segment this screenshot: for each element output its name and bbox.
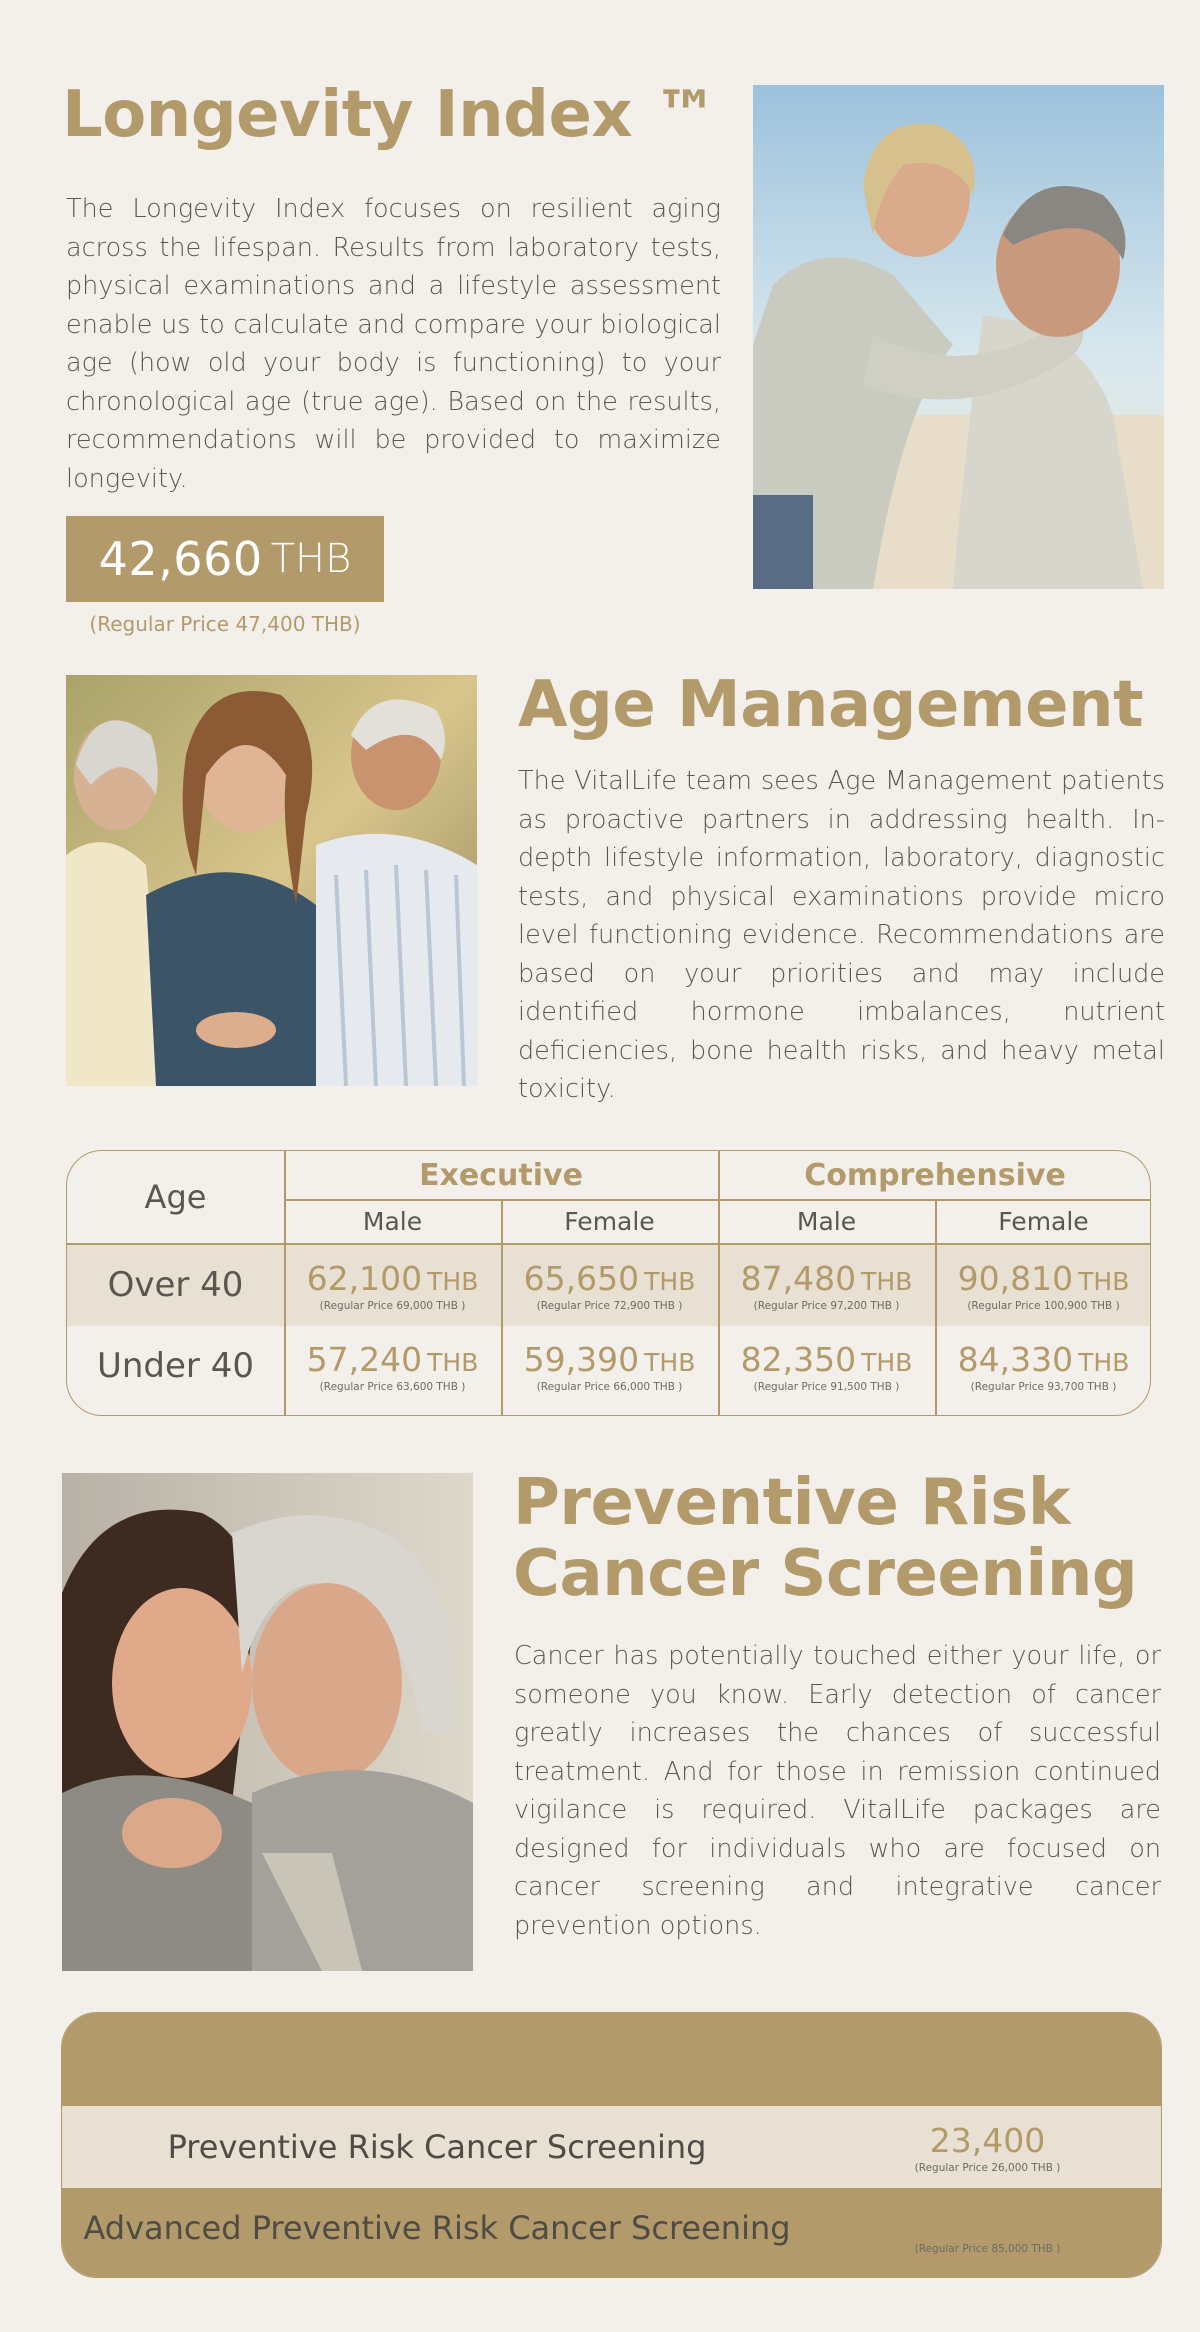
price-value: 57,240 <box>306 1339 423 1379</box>
price-currency: THB <box>644 1347 696 1377</box>
price-value: 90,810 <box>957 1258 1074 1298</box>
price-value: 62,100 <box>306 1258 423 1298</box>
row-label-under-40: Under 40 <box>97 1346 254 1386</box>
package-name: Advanced Preventive Risk Cancer Screening <box>83 2209 791 2247</box>
regular-price: (Regular Price 66,000 THB ) <box>536 1380 683 1393</box>
price-currency: THB <box>427 1347 479 1377</box>
price-cell <box>935 1326 1151 1406</box>
regular-price: (Regular Price 63,600 THB ) <box>319 1380 466 1393</box>
price-value: 59,390 <box>523 1339 640 1379</box>
gender-header: Female <box>564 1206 655 1236</box>
price-currency: THB <box>644 1266 696 1296</box>
regular-price: (Regular Price 69,000 THB ) <box>319 1299 466 1312</box>
family-photo <box>66 675 477 1086</box>
mother-daughter-photo <box>62 1473 473 1971</box>
gender-header: Male <box>796 1206 857 1236</box>
price-cell <box>718 1326 935 1406</box>
age-management-title: Age Management <box>518 668 1144 742</box>
price-column-header: Special Price (THB) <box>844 2041 1131 2077</box>
longevity-regular-price: (Regular Price 47,400 THB) <box>89 612 361 636</box>
package-price: 23,400 <box>929 2120 1046 2160</box>
group-header-comprehensive: Comprehensive <box>804 1157 1066 1193</box>
regular-price: (Regular Price 97,200 THB ) <box>753 1299 900 1312</box>
price-cell <box>935 1244 1151 1326</box>
regular-price: (Regular Price 72,900 THB ) <box>536 1299 683 1312</box>
gender-header: Male <box>362 1206 423 1236</box>
price-cell <box>501 1244 718 1326</box>
regular-price: (Regular Price 85,000 THB ) <box>914 2242 1061 2255</box>
longevity-currency: THB <box>270 536 352 582</box>
package-name: Preventive Risk Cancer Screening <box>167 2128 707 2166</box>
package-price: 76,500 <box>929 2201 1046 2241</box>
price-currency: THB <box>427 1266 479 1296</box>
longevity-price-box <box>66 516 384 602</box>
price-cell <box>284 1326 501 1406</box>
cancer-description: Cancer has potentially touched either your life, or someone you know. Early detection of cancer greatly increases the chances of successful treatment. And for those in remission continued vigilance is required. VitalLife packages are designed for individuals who are focused on cancer screening and integrative cancer prevention options. <box>514 1641 1161 1941</box>
cancer-title-line2: Cancer Screening <box>513 1537 1138 1611</box>
price-currency: THB <box>861 1266 913 1296</box>
longevity-title: Longevity Index ™ <box>62 78 718 152</box>
package-column-header: Package <box>374 2041 500 2077</box>
row-label-over-40: Over 40 <box>107 1265 244 1305</box>
age-management-description: The VitalLife team sees Age Management patients as proactive partners in addressing health. In-depth lifestyle information, laboratory, diagnostic tests, and physical examinations provide micro level functioning evidence. Recommendations are based on your priorities and may include identified hormone imbalances, nutrient deficiencies, bone health risks, and heavy metal toxicity. <box>518 766 1165 1104</box>
package-price-cell <box>812 2188 1162 2268</box>
price-cell <box>501 1326 718 1406</box>
price-cell <box>284 1244 501 1326</box>
price-value: 84,330 <box>957 1339 1074 1379</box>
longevity-price: 42,660 <box>98 532 263 586</box>
age-pricing-table <box>66 1150 1151 1416</box>
price-cell <box>718 1244 935 1326</box>
group-header-executive: Executive <box>419 1157 583 1193</box>
price-value: 82,350 <box>740 1339 857 1379</box>
couple-photo <box>753 85 1164 589</box>
price-currency: THB <box>1078 1347 1130 1377</box>
price-value: 87,480 <box>740 1258 857 1298</box>
cancer-title-line1: Preventive Risk <box>513 1466 1070 1540</box>
package-price-cell <box>812 2106 1162 2188</box>
price-currency: THB <box>1078 1266 1130 1296</box>
cancer-package-table <box>61 2012 1162 2278</box>
age-header: Age <box>144 1178 207 1216</box>
price-value: 65,650 <box>523 1258 640 1298</box>
longevity-description: The Longevity Index focuses on resilient aging across the lifespan. Results from laboratory tests, physical examinations and a lifestyle assessment enable us to calculate and compare your biological age (how old your body is functioning) to your chronological age (true age). Based on the results, recommendations will be provided to maximize longevity. <box>66 194 721 494</box>
regular-price: (Regular Price 91,500 THB ) <box>753 1380 900 1393</box>
gender-header: Female <box>998 1206 1089 1236</box>
price-currency: THB <box>861 1347 913 1377</box>
regular-price: (Regular Price 26,000 THB ) <box>914 2161 1061 2174</box>
regular-price: (Regular Price 100,900 THB ) <box>967 1299 1120 1312</box>
regular-price: (Regular Price 93,700 THB ) <box>970 1380 1117 1393</box>
